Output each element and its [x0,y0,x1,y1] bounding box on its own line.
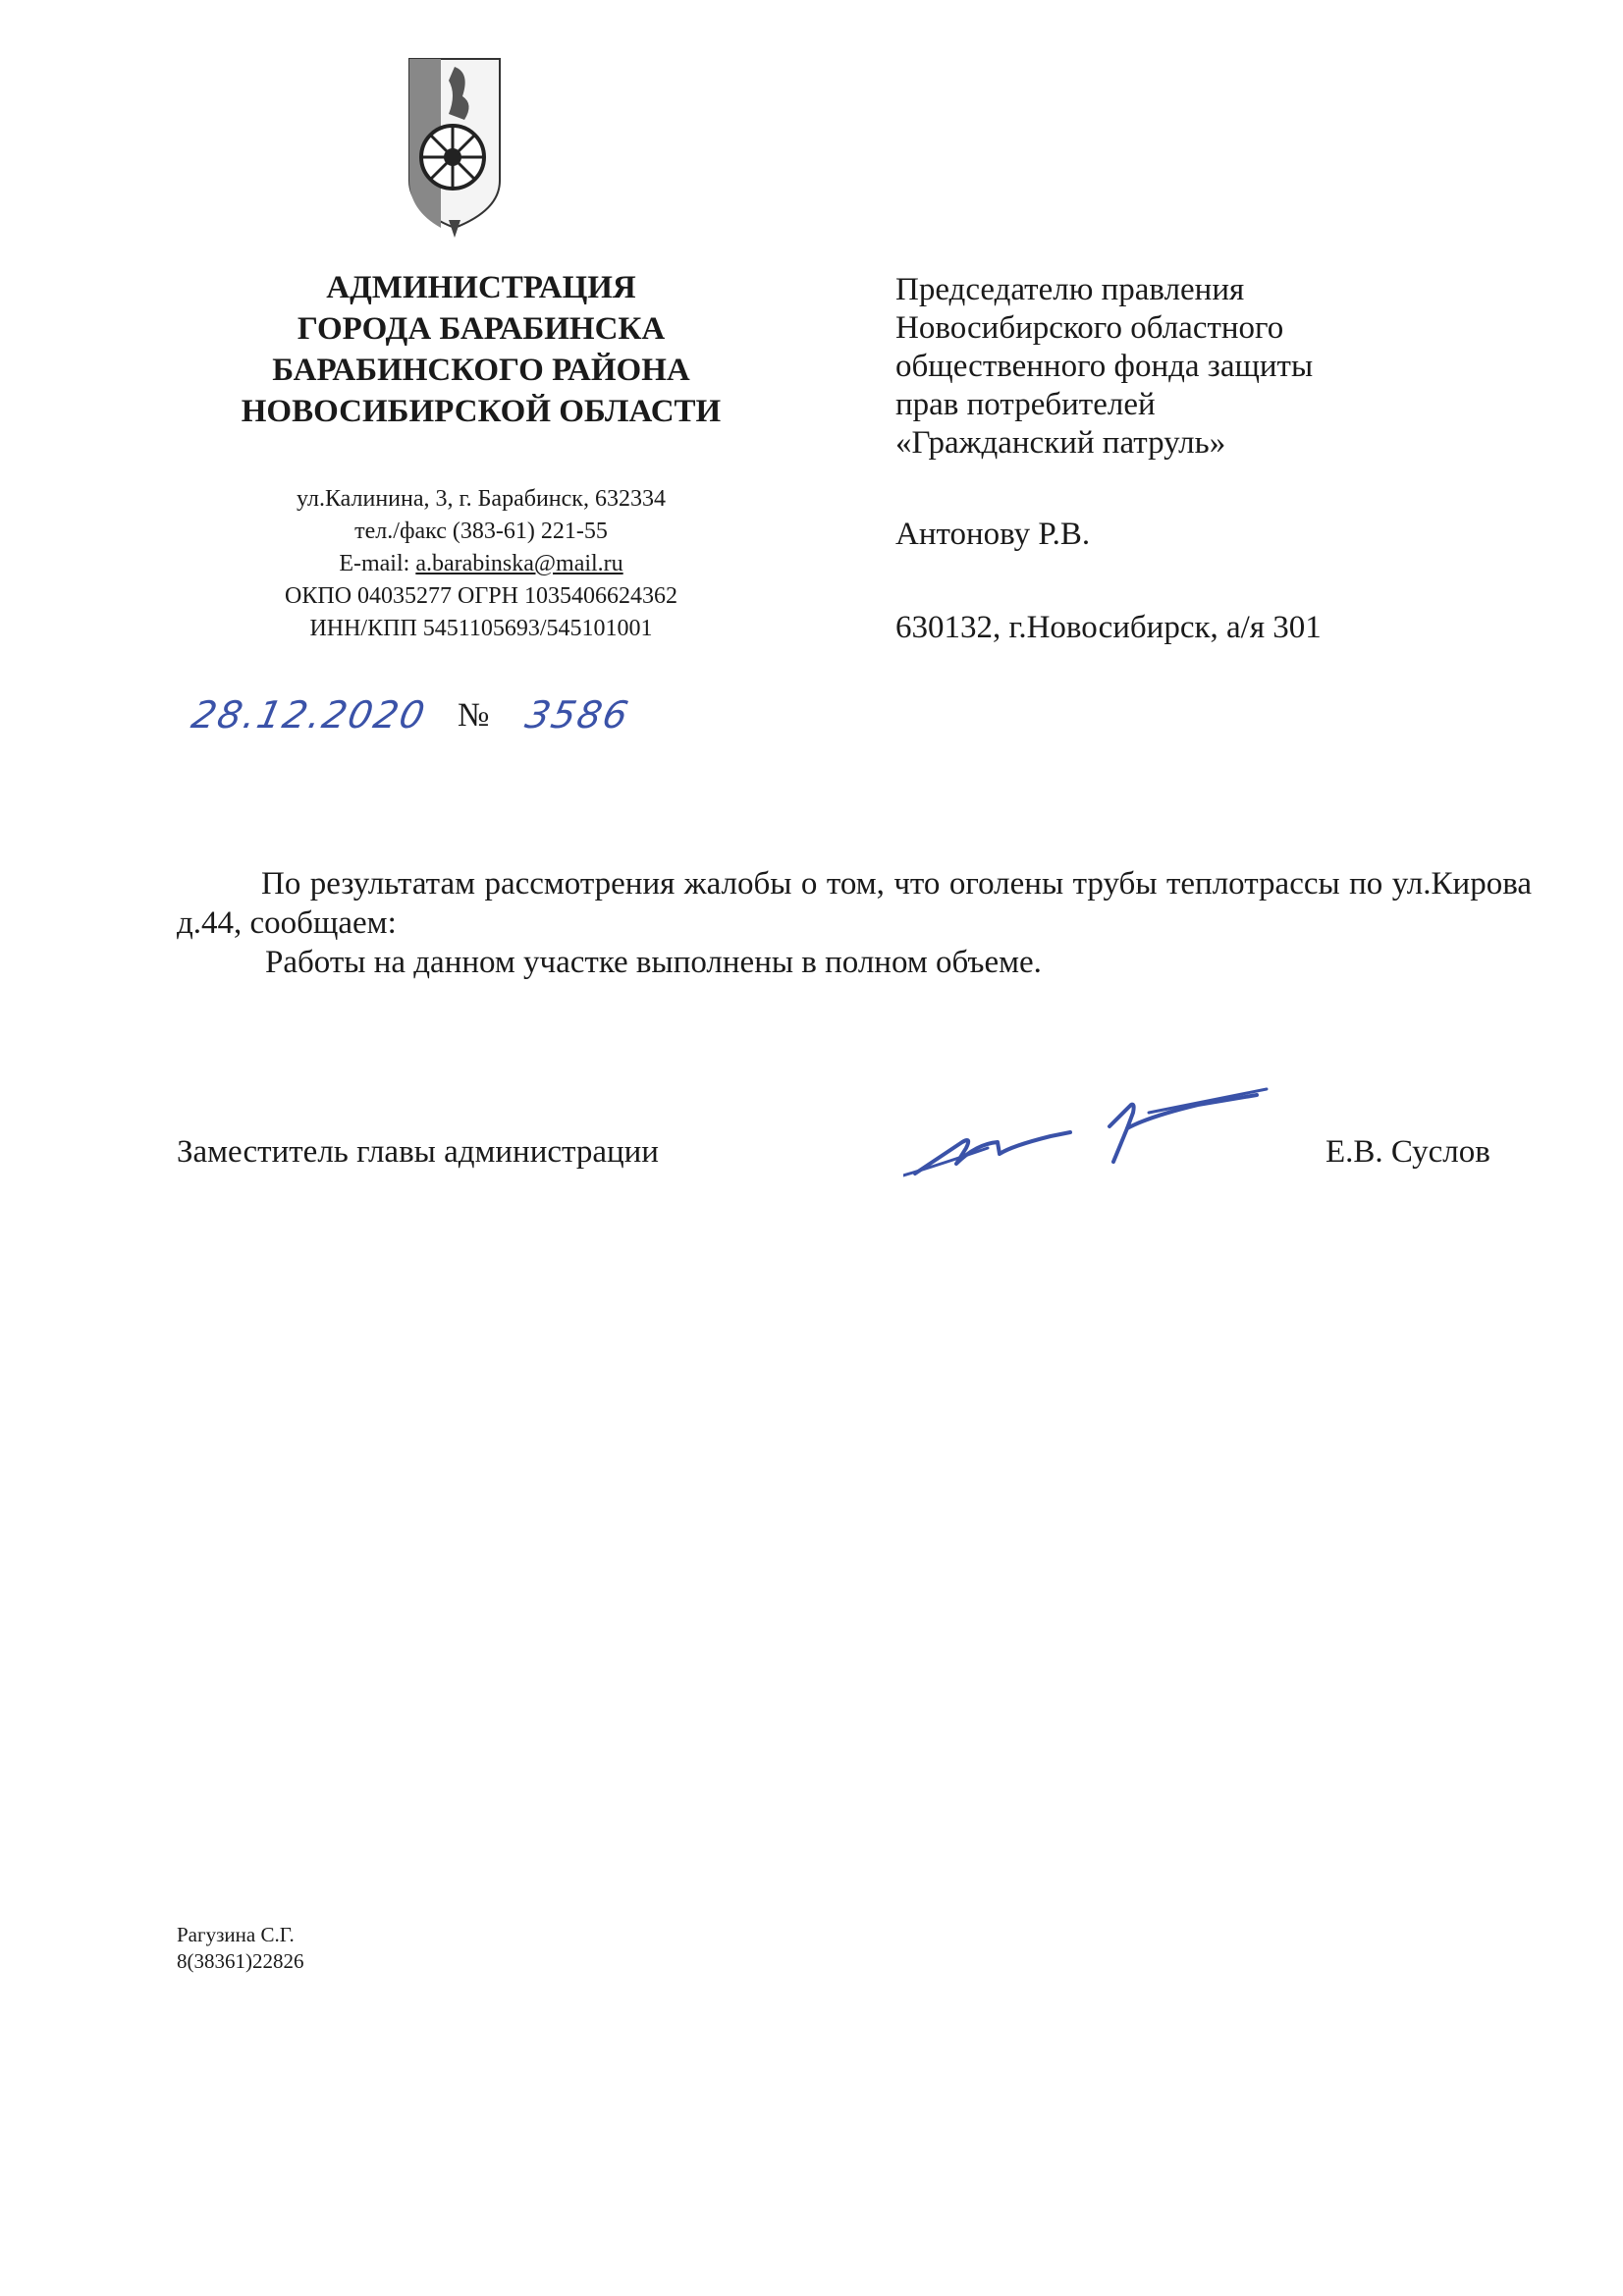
org-address: ул.Калинина, 3, г. Барабинск, 632334 [297,486,666,512]
org-email-line [167,548,795,580]
body-paragraph-2: Работы на данном участке выполнены в полном объеме. [265,945,1042,980]
email-link[interactable]: a.barabinska@mail.ru [415,551,623,576]
organization-contacts [167,483,795,645]
org-line: НОВОСИБИРСКОЙ ОБЛАСТИ [241,394,722,429]
registration-line [188,687,634,746]
handwritten-signature-icon [903,1085,1276,1183]
coat-of-arms-icon [406,55,504,238]
addressee-name: Антонову Р.В. [895,517,1091,552]
registration-number: 3586 [521,693,634,737]
body-paragraph-1: По результатам рассмотрения жалобы о том, что оголены трубы теплотрассы по ул.Кирова д.44, сообщаем: [177,866,1532,941]
addressee-block [895,271,1504,647]
executor-block [177,1922,304,1975]
addressee-line: Новосибирского областного [895,310,1284,346]
org-phone: тел./факс (383-61) 221-55 [354,519,608,544]
signer-title: Заместитель главы администрации [177,1134,659,1170]
executor-name: Рагузина С.Г. [177,1923,295,1946]
letter-body [177,864,1532,982]
addressee-postal: 630132, г.Новосибирск, а/я 301 [895,610,1322,645]
executor-phone: 8(38361)22826 [177,1949,304,1973]
email-label: E-mail: [339,551,416,576]
org-line: БАРАБИНСКОГО РАЙОНА [272,353,690,388]
addressee-line: «Гражданский патруль» [895,425,1226,461]
addressee-line: Председателю правления [895,272,1245,307]
org-okpo-ogrn: ОКПО 04035277 ОГРН 1035406624362 [285,583,677,609]
organization-name [167,267,795,432]
number-sign: № [458,697,490,734]
addressee-line: общественного фонда защиты [895,349,1314,384]
registration-date: 28.12.2020 [188,693,431,737]
org-inn-kpp: ИНН/КПП 5451105693/545101001 [309,616,653,641]
signer-name: Е.В. Суслов [1325,1134,1490,1170]
addressee-line: прав потребителей [895,387,1156,422]
org-line: ГОРОДА БАРАБИНСКА [297,311,666,347]
org-line: АДМИНИСТРАЦИЯ [326,270,636,305]
